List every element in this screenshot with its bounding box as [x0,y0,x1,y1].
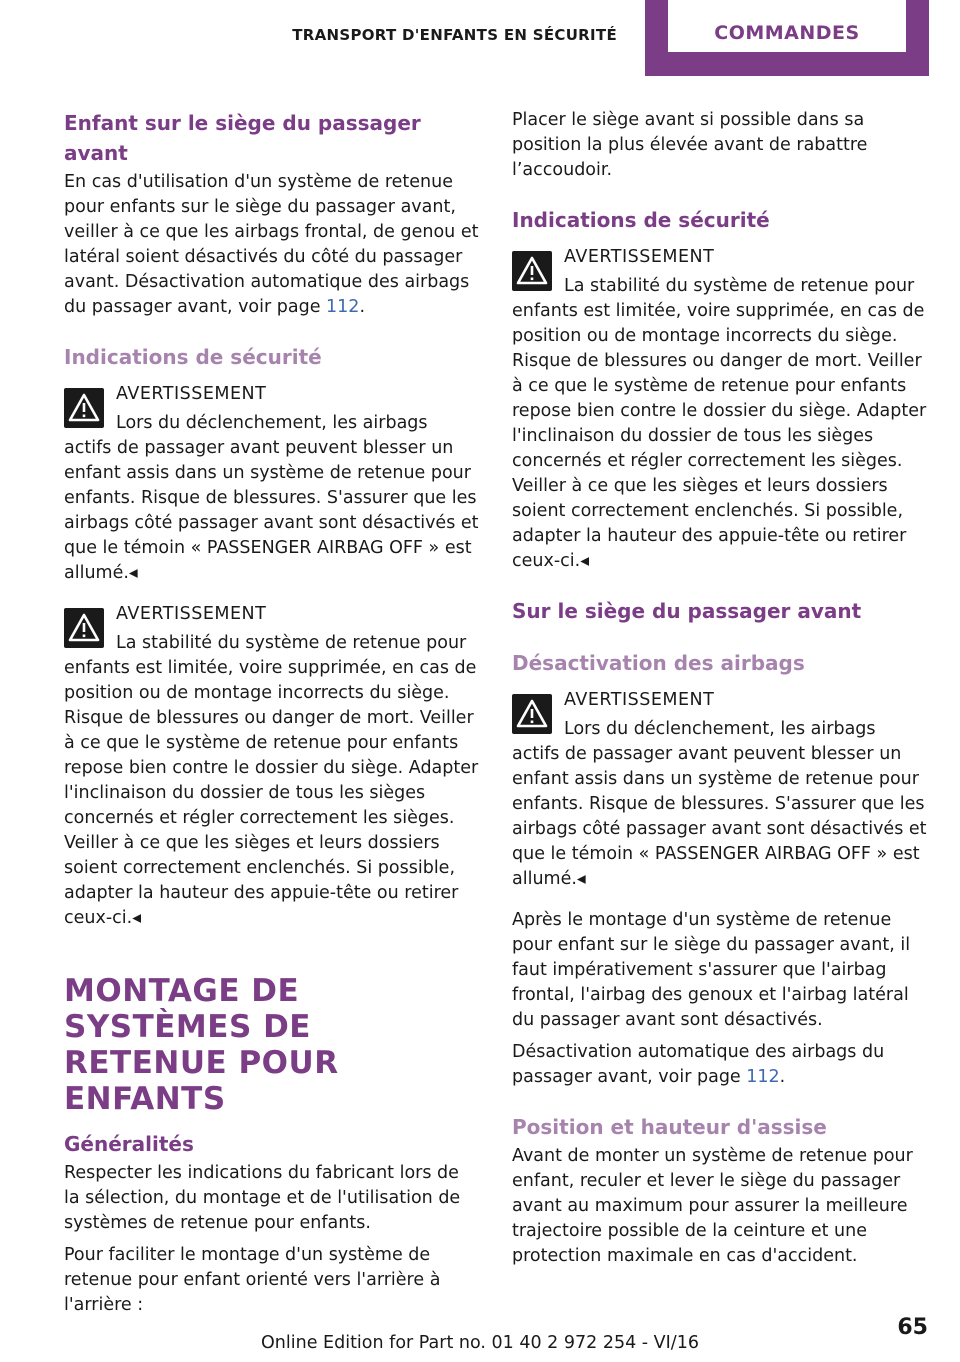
paragraph-text: Désactivation automatique des airbags du passager avant, voir page [512,1042,885,1087]
warning-body-wrap [64,631,479,931]
warning-body: La stabilité du système de retenue pour enfants est limitée, voire supprimée, en cas de position ou de montage incorrects du siège. Risque de blessures ou danger de mort. Veiller à ce que le système de retenue pour enfants repose bien contre le dossier du siège. Adapter l'inclinaison du dossier de tous les sièges concernés et régler correctement les sièges. Veiller à ce que les sièges et leurs dossiers soient correctement enclenchés. Si possible, adapter la hauteur des appuie-tête ou retirer ceux-ci.◂ [512,276,927,571]
warning-body-wrap [512,274,927,574]
warning-triangle-icon [64,388,104,428]
warning-body: Lors du déclenchement, les airbags actifs de passager avant peuvent blesser un enfant assis dans un système de retenue pour enfants. Risque de blessures. S'assurer que les airbags côté passager avant sont désactivés et que le témoin « PASSENGER AIRBAG OFF » est allumé.◂ [64,413,479,583]
page-link-112[interactable]: 112 [746,1067,780,1087]
warning-triangle-icon [512,251,552,291]
warning-body-wrap [512,717,927,892]
page-link-112[interactable]: 112 [326,297,360,317]
chapter-tab-label: COMMANDES [668,0,906,52]
paragraph-text-end: . [359,297,366,317]
chapter-tab[interactable] [645,0,929,76]
heading-front-passenger-seat: Sur le siège du passager avant [512,599,862,623]
main-heading-child-seat-installation: MONTAGE DE SYSTÈMES DE RETENUE POUR ENFANTS [64,973,339,1117]
warning-triangle-icon [512,694,552,734]
warning-body-wrap [64,411,479,586]
paragraph-armrest: Placer le siège avant si possible dans sa position la plus élevée avant de rabattre l’accoudoir. [512,110,868,180]
paragraph-text: En cas d'utilisation d'un système de retenue pour enfants sur le siège du passager avant, veiller à ce que les airbags frontal, de genou et latéral soient désactivés du côté du passager avant. Désactivation automatique des airbags du passager avant, voir page [64,172,479,317]
heading-seat-position: Position et hauteur d'assise [512,1115,827,1139]
paragraph-auto-deactivation [512,1040,927,1090]
warning-title: AVERTISSEMENT [116,604,267,624]
footer-edition-text: Online Edition for Part no. 01 40 2 972 254 - VI/16 [261,1333,699,1353]
warning-body: Lors du déclenchement, les airbags actifs de passager avant peuvent blesser un enfant assis dans un système de retenue pour enfants. Risque de blessures. S'assurer que les airbags côté passager avant sont désactivés et que le témoin « PASSENGER AIRBAG OFF » est allumé.◂ [512,719,927,889]
warning-title: AVERTISSEMENT [564,247,715,267]
heading-airbag-deactivation: Désactivation des airbags [512,651,805,675]
right-column [512,108,927,1276]
left-column [64,108,479,1325]
warning-block-airbag [64,382,479,586]
warning-block-airbag [512,688,927,892]
paragraph-manufacturer: Respecter les indications du fabricant lors de la sélection, du montage et de l'utilisation de systèmes de retenue pour enfants. [64,1163,461,1233]
heading-safety-notes: Indications de sécurité [512,208,770,232]
heading-general: Généralités [64,1132,194,1156]
warning-body: La stabilité du système de retenue pour enfants est limitée, voire supprimée, en cas de position ou de montage incorrects du siège. Risque de blessures ou danger de mort. Veiller à ce que le système de retenue pour enfants repose bien contre le dossier du siège. Adapter l'inclinaison du dossier de tous les sièges concernés et régler correctement les sièges. Veiller à ce que les sièges et leurs dossiers soient correctement enclenchés. Si possible, adapter la hauteur des appuie-tête ou retirer ceux-ci.◂ [64,633,479,928]
paragraph-rear-facing: Pour faciliter le montage d'un système de retenue pour enfant orienté vers l'arrière à l'arrière : [64,1245,441,1315]
heading-front-seat-child: Enfant sur le siège du passager avant [64,111,421,165]
warning-block-stability [512,245,927,574]
paragraph-seat-position: Avant de monter un système de retenue pour enfant, reculer et lever le siège du passager avant au maximum pour assurer la meilleure trajectoire possible de la ceinture et une protection maximale en cas d'accident. [512,1146,913,1266]
warning-title: AVERTISSEMENT [564,690,715,710]
heading-safety-notes: Indications de sécurité [64,345,322,369]
paragraph-after-installation: Après le montage d'un système de retenue pour enfant sur le siège du passager avant, il faut impérativement s'assurer que l'airbag frontal, l'airbag des genoux et l'airbag latéral du passager avant sont désactivés. [512,910,911,1030]
page-number: 65 [897,1315,928,1340]
warning-triangle-icon [64,608,104,648]
paragraph-text-end: . [779,1067,786,1087]
warning-block-stability [64,602,479,931]
footer [0,1328,960,1358]
warning-title: AVERTISSEMENT [116,384,267,404]
paragraph-front-seat-intro [64,170,479,320]
section-title: TRANSPORT D'ENFANTS EN SÉCURITÉ [292,26,617,44]
